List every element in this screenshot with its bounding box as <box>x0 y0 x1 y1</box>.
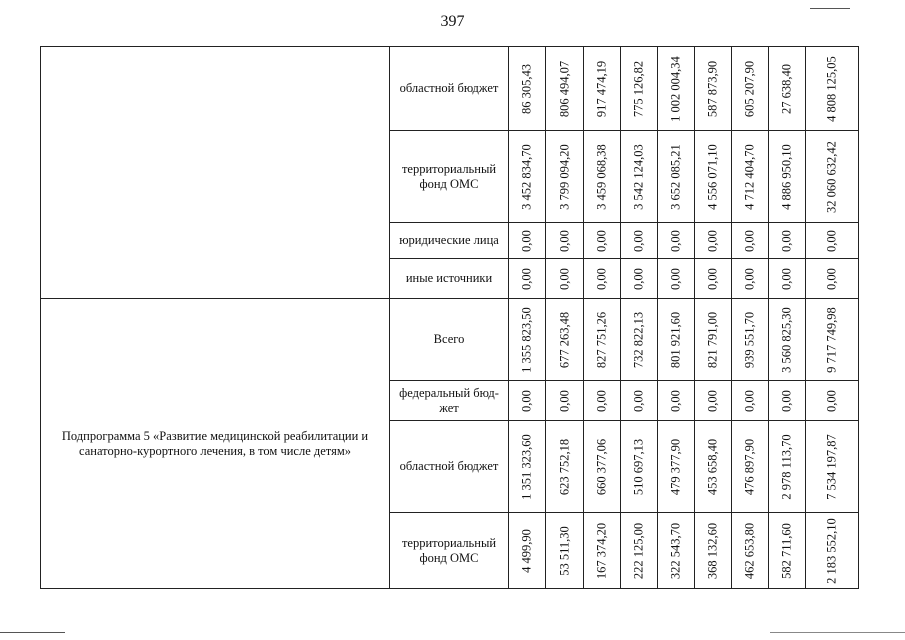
value-cell: 939 551,70 <box>742 311 757 368</box>
value-cell: 732 822,13 <box>631 311 646 368</box>
value-cell: 0,00 <box>594 229 609 252</box>
table-row <box>41 47 859 131</box>
source-label: иные источники <box>390 259 509 299</box>
value-cell: 0,00 <box>705 229 720 252</box>
source-label: территориальный фонд ОМС <box>390 513 509 589</box>
value-cell: 0,00 <box>779 389 794 412</box>
value-cell: 1 002 004,34 <box>668 55 683 122</box>
value-cell: 623 752,18 <box>557 438 571 495</box>
value-cell-total: 4 808 125,05 <box>824 55 839 122</box>
value-cell: 806 494,07 <box>557 60 571 117</box>
funding-table <box>40 46 859 589</box>
value-cell: 4 886 950,10 <box>779 143 794 210</box>
value-cell: 479 377,90 <box>668 438 683 495</box>
value-cell: 1 355 823,50 <box>519 306 534 373</box>
subprogram-5-title: Подпрограмма 5 «Развитие медицинской реабилитации и санаторно-курортного лечения, в том числе детям» <box>41 299 390 589</box>
value-cell: 0,00 <box>631 389 646 412</box>
value-cell: 453 658,40 <box>705 438 720 495</box>
value-cell: 821 791,00 <box>705 311 720 368</box>
value-cell: 368 132,60 <box>705 522 720 579</box>
value-cell: 0,00 <box>557 389 571 412</box>
program-cell-prev <box>41 47 390 299</box>
value-cell: 27 638,40 <box>779 63 794 114</box>
value-cell: 462 653,80 <box>742 522 757 579</box>
value-cell: 0,00 <box>631 229 646 252</box>
value-cell: 0,00 <box>557 267 571 290</box>
value-cell: 0,00 <box>742 389 757 412</box>
value-cell: 0,00 <box>594 389 609 412</box>
value-cell: 3 799 094,20 <box>557 143 571 210</box>
value-cell: 917 474,19 <box>594 60 609 117</box>
value-cell: 476 897,90 <box>742 438 757 495</box>
value-cell: 53 511,30 <box>557 525 571 576</box>
value-cell: 1 351 323,60 <box>519 433 534 500</box>
source-label: федеральный бюд-жет <box>390 381 509 421</box>
value-cell: 0,00 <box>631 267 646 290</box>
value-cell: 222 125,00 <box>631 522 646 579</box>
value-cell: 0,00 <box>668 229 683 252</box>
value-cell: 677 263,48 <box>557 311 571 368</box>
value-cell: 3 652 085,21 <box>668 143 683 210</box>
value-cell: 0,00 <box>705 389 720 412</box>
value-cell: 605 207,90 <box>742 60 757 117</box>
value-cell: 0,00 <box>557 229 571 252</box>
value-cell: 86 305,43 <box>519 63 534 114</box>
value-cell: 660 377,06 <box>594 438 609 495</box>
value-cell: 3 452 834,70 <box>519 143 534 210</box>
page-number: 397 <box>440 13 465 30</box>
value-cell: 0,00 <box>594 267 609 290</box>
source-label: юридические лица <box>390 223 509 259</box>
value-cell: 510 697,13 <box>631 438 646 495</box>
value-cell-total: 9 717 749,98 <box>824 306 839 373</box>
value-cell-total: 0,00 <box>824 389 839 412</box>
value-cell: 167 374,20 <box>594 522 609 579</box>
bottom-rule-left <box>0 632 65 633</box>
value-cell: 0,00 <box>519 267 534 290</box>
value-cell: 0,00 <box>519 389 534 412</box>
source-label: областной бюджет <box>390 421 509 513</box>
value-cell: 3 542 124,03 <box>631 143 646 210</box>
value-cell-total: 32 060 632,42 <box>824 140 839 213</box>
value-cell: 0,00 <box>742 267 757 290</box>
value-cell: 0,00 <box>668 267 683 290</box>
value-cell: 322 543,70 <box>668 522 683 579</box>
value-cell-total: 0,00 <box>824 267 839 290</box>
value-cell: 827 751,26 <box>594 311 609 368</box>
value-cell: 582 711,60 <box>779 522 794 579</box>
source-label: Всего <box>390 299 509 381</box>
value-cell: 0,00 <box>779 267 794 290</box>
value-cell: 2 978 113,70 <box>779 433 794 500</box>
value-cell: 0,00 <box>779 229 794 252</box>
value-cell: 4 499,90 <box>519 528 534 573</box>
value-cell: 801 921,60 <box>668 311 683 368</box>
value-cell-total: 0,00 <box>824 229 839 252</box>
source-label: областной бюджет <box>390 47 509 131</box>
value-cell: 4 556 071,10 <box>705 143 720 210</box>
source-label: территориальный фонд ОМС <box>390 131 509 223</box>
value-cell: 3 560 825,30 <box>779 306 794 373</box>
value-cell: 0,00 <box>742 229 757 252</box>
bottom-rule-right <box>770 632 905 633</box>
value-cell: 775 126,82 <box>631 60 646 117</box>
top-rule <box>810 8 850 9</box>
table-row <box>41 299 859 381</box>
value-cell-total: 2 183 552,10 <box>824 517 839 584</box>
value-cell: 0,00 <box>519 229 534 252</box>
value-cell: 3 459 068,38 <box>594 143 609 210</box>
value-cell-total: 7 534 197,87 <box>824 433 839 500</box>
value-cell: 0,00 <box>668 389 683 412</box>
value-cell: 4 712 404,70 <box>742 143 757 210</box>
value-cell: 587 873,90 <box>705 60 720 117</box>
value-cell: 0,00 <box>705 267 720 290</box>
